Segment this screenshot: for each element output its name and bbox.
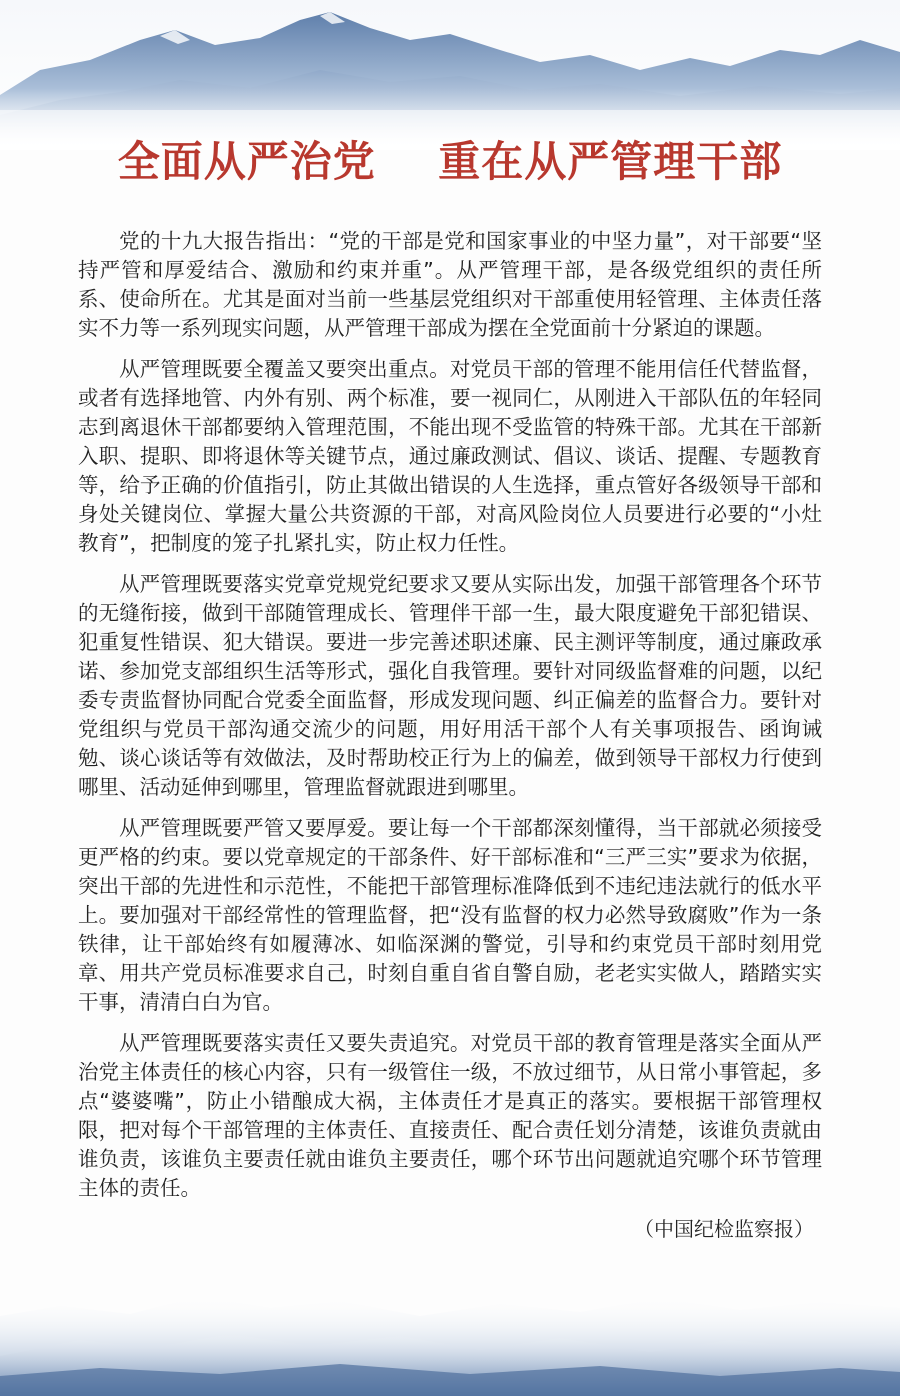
article-source: （中国纪检监察报） <box>634 1217 814 1241</box>
paragraph-5: 从严管理既要落实责任又要失责追究。对党员干部的教育管理是落实全面从严治党主体责任的核心内容，只有一级管住一级，不放过细节，从日常小事管起，多点“婆婆嘴”，防止小错酿成大祸，主体责任才是真正的落实。要根据干部管理权限，把对每个干部管理的主体责任、直接责任、配合责任划分清楚，该谁负责就由谁负责，该谁负主要责任就由谁负主要责任，哪个环节出问题就追究哪个环节管理主体的责任。 <box>78 1031 822 1200</box>
paragraph-1: 党的十九大报告指出：“党的干部是党和国家事业的中坚力量”，对干部要“坚持严管和厚爱结合、激励和约束并重”。从严管理干部，是各级党组织的责任所系、使命所在。尤其是面对当前一些基层党组织对干部重使用轻管理、主体责任落实不力等一系列现实问题，从严管理干部成为摆在全党面前十分紧迫的课题。 <box>78 229 822 340</box>
mountain-footer-decoration <box>0 1256 900 1396</box>
paragraph-3: 从严管理既要落实党章党规党纪要求又要从实际出发，加强干部管理各个环节的无缝衔接，做到干部随管理成长、管理伴干部一生，最大限度避免干部犯错误、犯重复性错误、犯大错误。要进一步完善述职述廉、民主测评等制度，通过廉政承诺、参加党支部组织生活等形式，强化自我管理。要针对同级监督难的问题，以纪委专责监督协同配合党委全面监督，形成发现问题、纠正偏差的监督合力。要针对党组织与党员干部沟通交流少的问题，用好用活干部个人有关事项报告、函询诫勉、谈心谈话等有效做法，及时帮助校正行为上的偏差，做到领导干部权力行使到哪里、活动延伸到哪里，管理监督就跟进到哪里。 <box>78 572 822 799</box>
mountain-header-decoration <box>0 0 900 150</box>
paragraph-2: 从严管理既要全覆盖又要突出重点。对党员干部的管理不能用信任代替监督，或者有选择地管、内外有别、两个标准，要一视同仁，从刚进入干部队伍的年轻同志到离退休干部都要纳入管理范围，不能出现不受监管的特殊干部。尤其在干部新入职、提职、即将退休等关键节点，通过廉政测试、倡议、谈话、提醒、专题教育等，给予正确的价值指引，防止其做出错误的人生选择，重点管好各级领导干部和身处关键岗位、掌握大量公共资源的干部，对高风险岗位人员要进行必要的“小灶教育”，把制度的笼子扎紧扎实，防止权力任性。 <box>78 357 822 555</box>
paragraph-4: 从严管理既要严管又要厚爱。要让每一个干部都深刻懂得，当干部就必须接受更严格的约束。要以党章规定的干部条件、好干部标准和“三严三实”要求为依据，突出干部的先进性和示范性，不能把干部管理标准降低到不违纪违法就行的低水平上。要加强对干部经常性的管理监督，把“没有监督的权力必然导致腐败”作为一条铁律，让干部始终有如履薄冰、如临深渊的警觉，引导和约束党员干部时刻用党章、用共产党员标准要求自己，时刻自重自省自警自励，老老实实做人，踏踏实实干事，清清白白为官。 <box>78 816 822 1014</box>
article-title: 全面从严治党 重在从严管理干部 <box>117 137 783 186</box>
article-body <box>78 227 822 1244</box>
